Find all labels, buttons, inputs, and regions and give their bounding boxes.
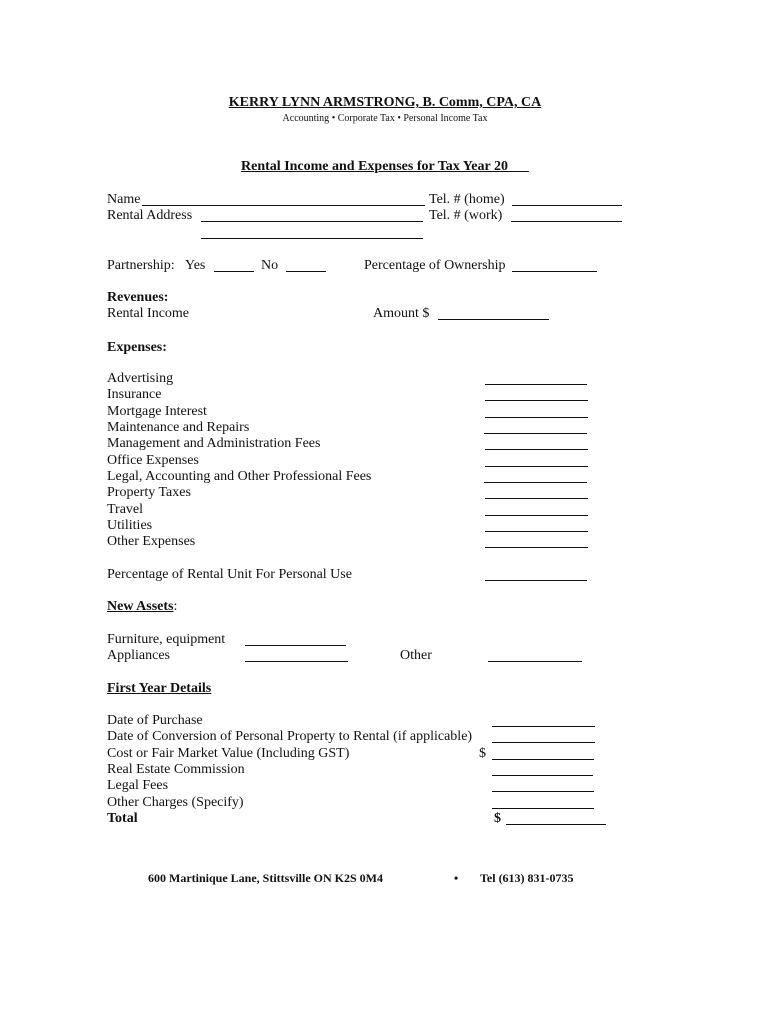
footer-phone: Tel (613) 831-0735 — [480, 871, 574, 885]
other-charges-label: Other Charges (Specify) — [107, 795, 244, 810]
partnership-yes-field[interactable] — [214, 271, 254, 272]
expense-property-taxes-label: Property Taxes — [107, 485, 191, 500]
bullet-icon: • — [397, 113, 401, 124]
rental-address-field[interactable] — [201, 221, 423, 222]
date-of-conversion-label: Date of Conversion of Personal Property to Rental (if applicable) — [107, 729, 473, 744]
ownership-label: Percentage of Ownership — [364, 258, 506, 273]
name-field[interactable] — [142, 205, 425, 206]
first-year-heading: First Year Details — [107, 681, 212, 696]
total-dollar: $ — [494, 811, 501, 826]
legal-fees-label: Legal Fees — [107, 778, 169, 793]
rental-address-label: Rental Address — [107, 208, 193, 223]
service-corporate-tax: Corporate Tax — [337, 113, 395, 124]
expense-insurance-label: Insurance — [107, 387, 162, 402]
personal-use-field[interactable] — [485, 580, 587, 581]
expense-travel-label: Travel — [107, 502, 144, 517]
rental-income-label: Rental Income — [107, 306, 190, 321]
expense-property-taxes-field[interactable] — [485, 498, 588, 499]
expense-insurance-field[interactable] — [485, 400, 588, 401]
expense-utilities-label: Utilities — [107, 518, 153, 533]
total-field[interactable] — [506, 824, 606, 825]
expense-maintenance-field[interactable] — [484, 433, 587, 434]
partnership-no-label: No — [261, 258, 279, 273]
revenues-heading: Revenues: — [107, 290, 169, 305]
amount-label: Amount $ — [373, 306, 430, 321]
expense-advertising-label: Advertising — [107, 371, 174, 386]
expense-professional-fees-field[interactable] — [484, 482, 587, 483]
expense-advertising-field[interactable] — [485, 384, 587, 385]
partnership-yes-label: Yes — [185, 258, 206, 273]
tel-home-label: Tel. # (home) — [429, 192, 505, 207]
furniture-label: Furniture, equipment — [107, 632, 226, 647]
partnership-no-field[interactable] — [286, 271, 326, 272]
expense-maintenance-label: Maintenance and Repairs — [107, 420, 250, 435]
expense-professional-fees-label: Legal, Accounting and Other Professional Fees — [107, 469, 372, 484]
date-of-purchase-field[interactable] — [492, 726, 595, 727]
new-assets-heading-colon: : — [173, 599, 178, 614]
expense-office-label: Office Expenses — [107, 453, 199, 468]
real-estate-commission-label: Real Estate Commission — [107, 762, 245, 777]
name-label: Name — [107, 192, 141, 207]
new-assets-heading — [107, 599, 177, 615]
tel-work-label: Tel. # (work) — [429, 208, 503, 223]
service-personal-income-tax: Personal Income Tax — [403, 113, 488, 124]
legal-fees-field[interactable] — [492, 791, 594, 792]
firm-name: KERRY LYNN ARMSTRONG, B. Comm, CPA, CA — [228, 95, 542, 110]
rental-address-field-line-2[interactable] — [201, 238, 423, 239]
bullet-icon: • — [454, 871, 459, 885]
expense-other-label: Other Expenses — [107, 534, 196, 549]
other-assets-field[interactable] — [488, 661, 582, 662]
expense-utilities-field[interactable] — [485, 531, 588, 532]
date-of-purchase-label: Date of Purchase — [107, 713, 203, 728]
expense-management-label: Management and Administration Fees — [107, 436, 321, 451]
service-accounting: Accounting — [282, 113, 330, 124]
expense-travel-field[interactable] — [485, 515, 588, 516]
expenses-heading: Expenses: — [107, 340, 167, 355]
personal-use-label: Percentage of Rental Unit For Personal Use — [107, 567, 352, 582]
rental-income-amount-field[interactable] — [438, 319, 549, 320]
firm-services — [0, 113, 770, 124]
date-of-conversion-field[interactable] — [492, 742, 595, 743]
appliances-label: Appliances — [107, 648, 170, 663]
appliances-field[interactable] — [245, 661, 348, 662]
cost-fmv-field[interactable] — [492, 759, 594, 760]
other-assets-label: Other — [400, 648, 432, 663]
form-title: Rental Income and Expenses for Tax Year 20___ — [241, 159, 529, 174]
real-estate-commission-field[interactable] — [492, 775, 593, 776]
partnership-label: Partnership: — [107, 258, 175, 273]
furniture-field[interactable] — [245, 645, 346, 646]
tel-work-field[interactable] — [511, 221, 622, 222]
total-label: Total — [107, 811, 138, 826]
expense-management-field[interactable] — [485, 449, 588, 450]
bullet-icon: • — [331, 113, 336, 124]
expense-other-field[interactable] — [485, 547, 588, 548]
cost-fmv-dollar: $ — [479, 746, 486, 761]
new-assets-heading-text: New Assets — [107, 599, 174, 614]
ownership-field[interactable] — [512, 271, 597, 272]
footer-address: 600 Martinique Lane, Stittsville ON K2S 0M4 — [148, 871, 383, 885]
expense-office-field[interactable] — [485, 466, 588, 467]
cost-fmv-label: Cost or Fair Market Value (Including GST) — [107, 746, 350, 761]
expense-mortgage-interest-label: Mortgage Interest — [107, 404, 207, 419]
tel-home-field[interactable] — [512, 205, 622, 206]
other-charges-field[interactable] — [492, 808, 594, 809]
expense-mortgage-interest-field[interactable] — [485, 417, 588, 418]
